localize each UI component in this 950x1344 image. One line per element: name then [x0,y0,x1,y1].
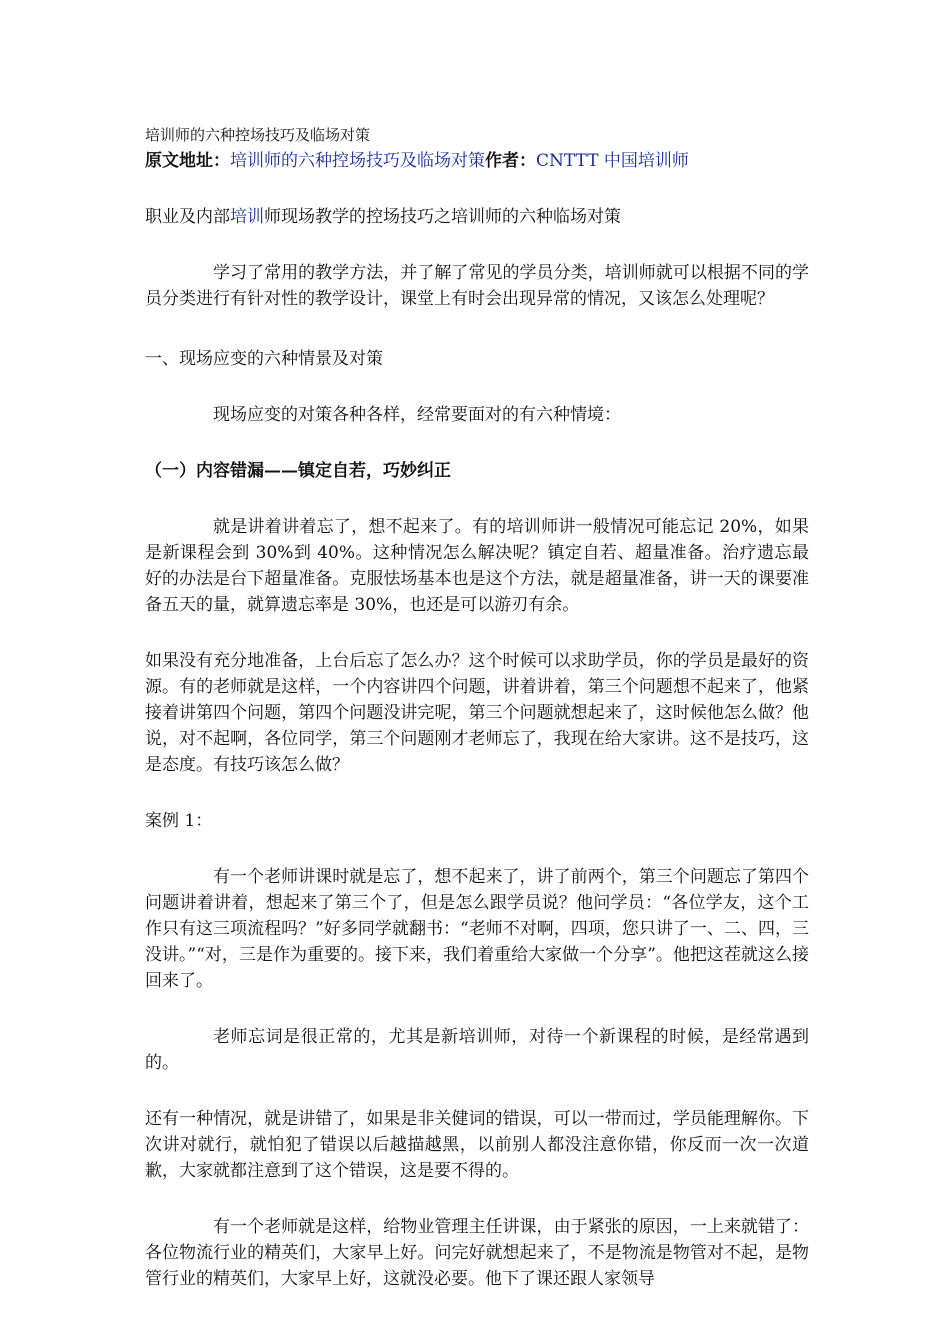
source-line [145,148,809,174]
paragraph-mistakes: 还有一种情况，就是讲错了，如果是非关健词的错误，可以一带而过，学员能理解你。下次讲对就行，就怕犯了错误以后越描越黑，以前别人都没注意你错，你反而一次一次道歉，大家就都注意到了这个错误，这是要不得的。 [145,1109,809,1181]
heading-post: 师现场教学的控场技巧之培训师的六种临场对策 [264,207,621,227]
heading-pre: 职业及内部 [145,207,230,227]
paragraph-unprepared: 如果没有充分地准备，上台后忘了怎么办？这个时候可以求助学员，你的学员是最好的资源。有的老师就是这样，一个内容讲四个问题，讲着讲着，第三个问题想不起来了，他紧接着讲第四个问题，第四个问题没讲完呢，第三个问题就想起来了，这时候他怎么做？他说，对不起啊，各位同学，第三个问题刚才老师忘了，我现在给大家讲。这不是技巧，这是态度。有技巧该怎么做？ [145,651,809,775]
document-page [145,124,809,1292]
paragraph-situations: 现场应变的对策各种各样，经常要面对的有六种情境： [213,405,621,425]
source-link[interactable]: 培训师的六种控场技巧及临场对策 [230,151,485,171]
source-label: 原文地址： [145,151,230,171]
case-label: 案例 1： [145,811,213,831]
document-small-title: 培训师的六种控场技巧及临场对策 [145,126,371,144]
paragraph-case-story: 有一个老师讲课时就是忘了，想不起来了，讲了前两个，第三个问题忘了第四个问题讲着讲着，想起来了第三个了，但是怎么跟学员说？他问学员：“各位学友，这个工作只有这三项流程吗？”好多同学就翻书：“老师不对啊，四项，您只讲了一、二、四，三没讲。”“对，三是作为重要的。接下来，我们着重给大家做一个分享”。他把这茬就这么接回来了。 [145,867,809,991]
paragraph-intro: 学习了常用的教学方法，并了解了常见的学员分类，培训师就可以根据不同的学员分类进行有针对性的教学设计，课堂上有时会出现异常的情况，又该怎么处理呢？ [145,263,809,309]
author-link[interactable]: CNTTT 中国培训师 [536,151,689,171]
document-heading [145,204,809,230]
paragraph-forgetting: 就是讲着讲着忘了，想不起来了。有的培训师讲一般情况可能忘记 20%，如果是新课程会到 30%到 40%。这种情况怎么解决呢？镇定自若、超量准备。治疗遗忘最好的办法是台下超量准备。克服怯场基本也是这个方法，就是超量准备，讲一天的课要准备五天的量，就算遗忘率是 30%，也还是可以游刃有余。 [145,517,809,615]
heading-link[interactable]: 培训 [230,207,264,227]
author-label: 作者： [485,151,536,171]
paragraph-example: 有一个老师就是这样，给物业管理主任讲课，由于紧张的原因，一上来就错了：各位物流行业的精英们，大家早上好。问完好就想起来了，不是物流是物管对不起，是物管行业的精英们，大家早上好，这就没必要。他下了课还跟人家领导 [145,1217,809,1289]
section-heading: 一、现场应变的六种情景及对策 [145,349,383,369]
subsection-heading: （一）内容错漏——镇定自若，巧妙纠正 [145,461,451,481]
paragraph-normal: 老师忘词是很正常的，尤其是新培训师，对待一个新课程的时候，是经常遇到的。 [145,1027,809,1073]
